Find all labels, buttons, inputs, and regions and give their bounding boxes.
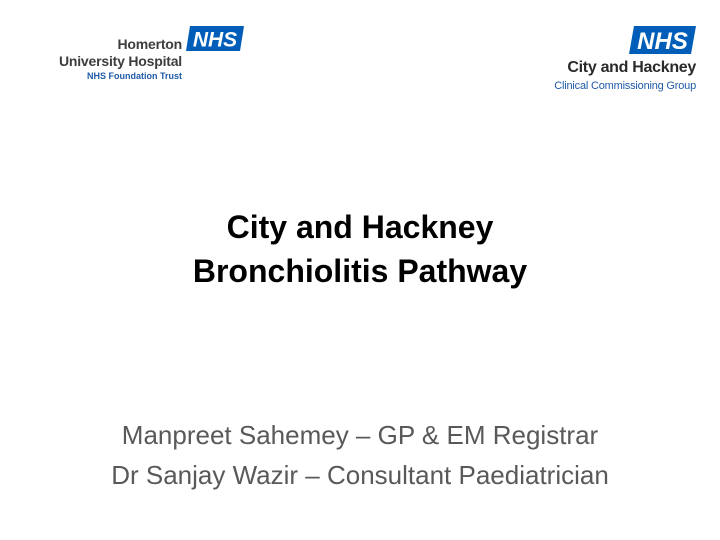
nhs-logo-icon	[186, 26, 244, 51]
slide-title-line2: Bronchiolitis Pathway	[192, 253, 528, 289]
homerton-name-line1: Homerton	[117, 36, 182, 52]
homerton-logo	[52, 24, 248, 92]
slide-title	[60, 205, 660, 293]
ccg-name: City and Hackney	[567, 59, 696, 76]
nhs-badge-text: NHS	[637, 28, 688, 54]
homerton-logo-text	[59, 36, 182, 83]
homerton-name-line2: University Hospital	[58, 53, 182, 69]
ccg-subtitle: Clinical Commissioning Group	[554, 80, 696, 92]
presenter-2: Dr Sanjay Wazir – Consultant Paediatrician	[111, 460, 609, 490]
homerton-trust-label: NHS Foundation Trust	[87, 71, 182, 81]
nhs-logo-icon	[629, 26, 696, 54]
presenters	[40, 415, 680, 495]
slide-title-line1: City and Hackney	[226, 209, 494, 245]
city-hackney-ccg-logo	[505, 24, 699, 98]
nhs-badge-text: NHS	[192, 28, 238, 51]
presenter-1: Manpreet Sahemey – GP & EM Registrar	[121, 420, 599, 450]
